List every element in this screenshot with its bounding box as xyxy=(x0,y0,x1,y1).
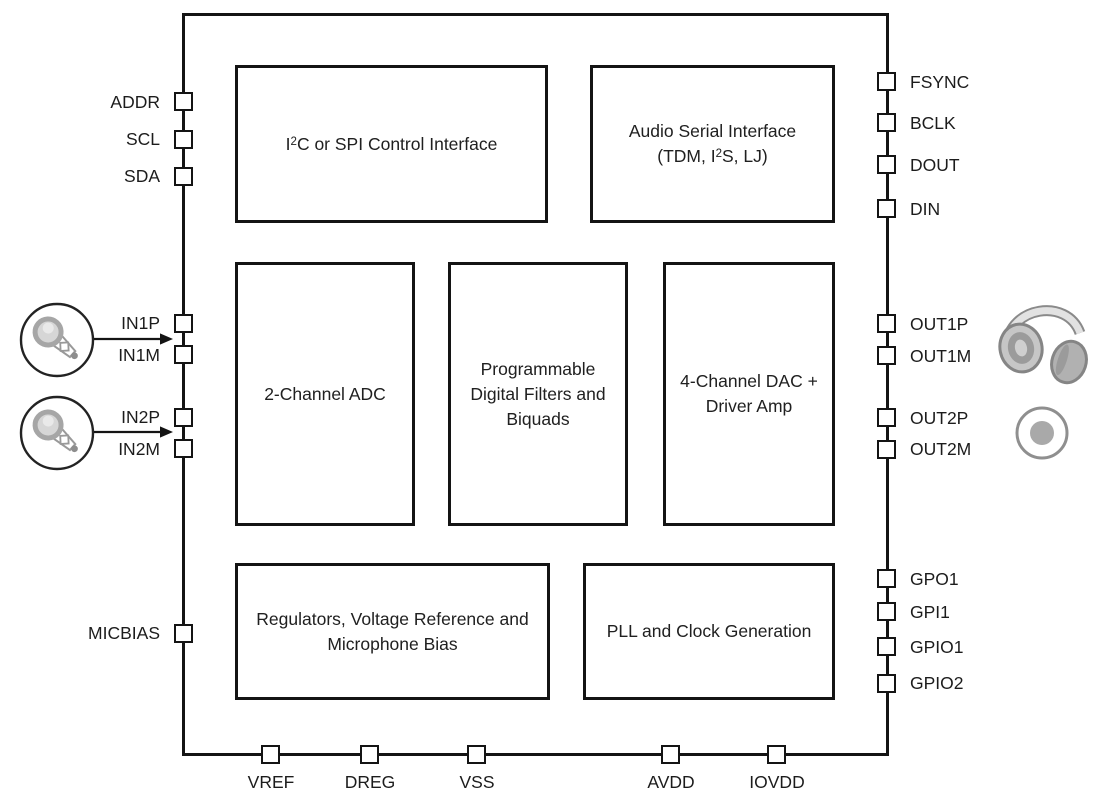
input2-arrow xyxy=(93,424,177,440)
block-audio-serial-interface-label: Audio Serial Interface (TDM, $I^2S$, LJ) xyxy=(628,121,797,166)
block-control-interface-label: $I^2C$ or SPI Control Interface xyxy=(285,133,498,154)
block-adc-label: 2-Channel ADC xyxy=(264,383,386,404)
pin-label-dout: DOUT xyxy=(910,155,960,175)
pin-label-avdd: AVDD xyxy=(647,772,695,792)
pin-label-out2m: OUT2M xyxy=(910,439,972,459)
pin-din xyxy=(877,199,896,218)
pin-sda xyxy=(174,167,193,186)
pin-in1m xyxy=(174,345,193,364)
pin-label-iovdd: IOVDD xyxy=(749,772,805,792)
pin-scl xyxy=(174,130,193,149)
pin-label-out1p: OUT1P xyxy=(910,314,969,334)
pin-label-addr: ADDR xyxy=(110,92,160,112)
pin-out2p xyxy=(877,408,896,427)
pin-label-gpi1: GPI1 xyxy=(910,602,950,622)
pin-dout xyxy=(877,155,896,174)
pin-iovdd xyxy=(767,745,786,764)
pin-label-in1m: IN1M xyxy=(118,345,160,365)
pin-gpo1 xyxy=(877,569,896,588)
pin-bclk xyxy=(877,113,896,132)
pin-dreg xyxy=(360,745,379,764)
headphones-icon xyxy=(993,291,1093,391)
pin-fsync xyxy=(877,72,896,91)
block-pll-clock-label: PLL and Clock Generation xyxy=(606,621,812,641)
pin-avdd xyxy=(661,745,680,764)
pin-gpi1 xyxy=(877,602,896,621)
block-audio-serial-interface xyxy=(590,65,835,223)
pin-out1p xyxy=(877,314,896,333)
pin-in2m xyxy=(174,439,193,458)
block-dac-driver-amp-label: 4-Channel DAC + Driver Amp xyxy=(680,371,818,416)
pin-label-din: DIN xyxy=(910,199,941,219)
pin-label-micbias: MICBIAS xyxy=(88,623,160,643)
speaker-icon xyxy=(1014,405,1070,461)
pin-label-vref: VREF xyxy=(247,772,295,792)
pin-label-in1p: IN1P xyxy=(121,313,160,333)
pin-label-gpo1: GPO1 xyxy=(910,569,959,589)
pin-label-out1m: OUT1M xyxy=(910,346,972,366)
block-digital-filters-label: Programmable Digital Filters and Biquads xyxy=(470,358,606,429)
pin-vref xyxy=(261,745,280,764)
block-pll-clock xyxy=(583,563,835,700)
pin-label-in2m: IN2M xyxy=(118,439,160,459)
pin-label-vss: VSS xyxy=(459,772,495,792)
block-regulators xyxy=(235,563,550,700)
pin-addr xyxy=(174,92,193,111)
pin-micbias xyxy=(174,624,193,643)
microphone-icon xyxy=(19,302,95,378)
pin-label-bclk: BCLK xyxy=(910,113,956,133)
pin-gpio1 xyxy=(877,637,896,656)
pin-out2m xyxy=(877,440,896,459)
pin-label-sda: SDA xyxy=(124,166,160,186)
input1-arrow xyxy=(93,331,177,347)
block-dac-driver-amp xyxy=(663,262,835,526)
pin-label-out2p: OUT2P xyxy=(910,408,969,428)
pin-label-scl: SCL xyxy=(125,129,160,149)
pin-out1m xyxy=(877,346,896,365)
pin-label-gpio1: GPIO1 xyxy=(910,637,964,657)
microphone-icon xyxy=(19,395,95,471)
block-regulators-label: Regulators, Voltage Reference and Microphone Bias xyxy=(256,608,529,654)
block-control-interface xyxy=(235,65,548,223)
pin-label-dreg: DREG xyxy=(344,772,396,792)
block-adc xyxy=(235,262,415,526)
pin-vss xyxy=(467,745,486,764)
pin-label-gpio2: GPIO2 xyxy=(910,673,964,693)
block-digital-filters xyxy=(448,262,628,526)
pin-gpio2 xyxy=(877,674,896,693)
pin-label-fsync: FSYNC xyxy=(910,72,970,92)
pin-label-in2p: IN2P xyxy=(121,407,160,427)
